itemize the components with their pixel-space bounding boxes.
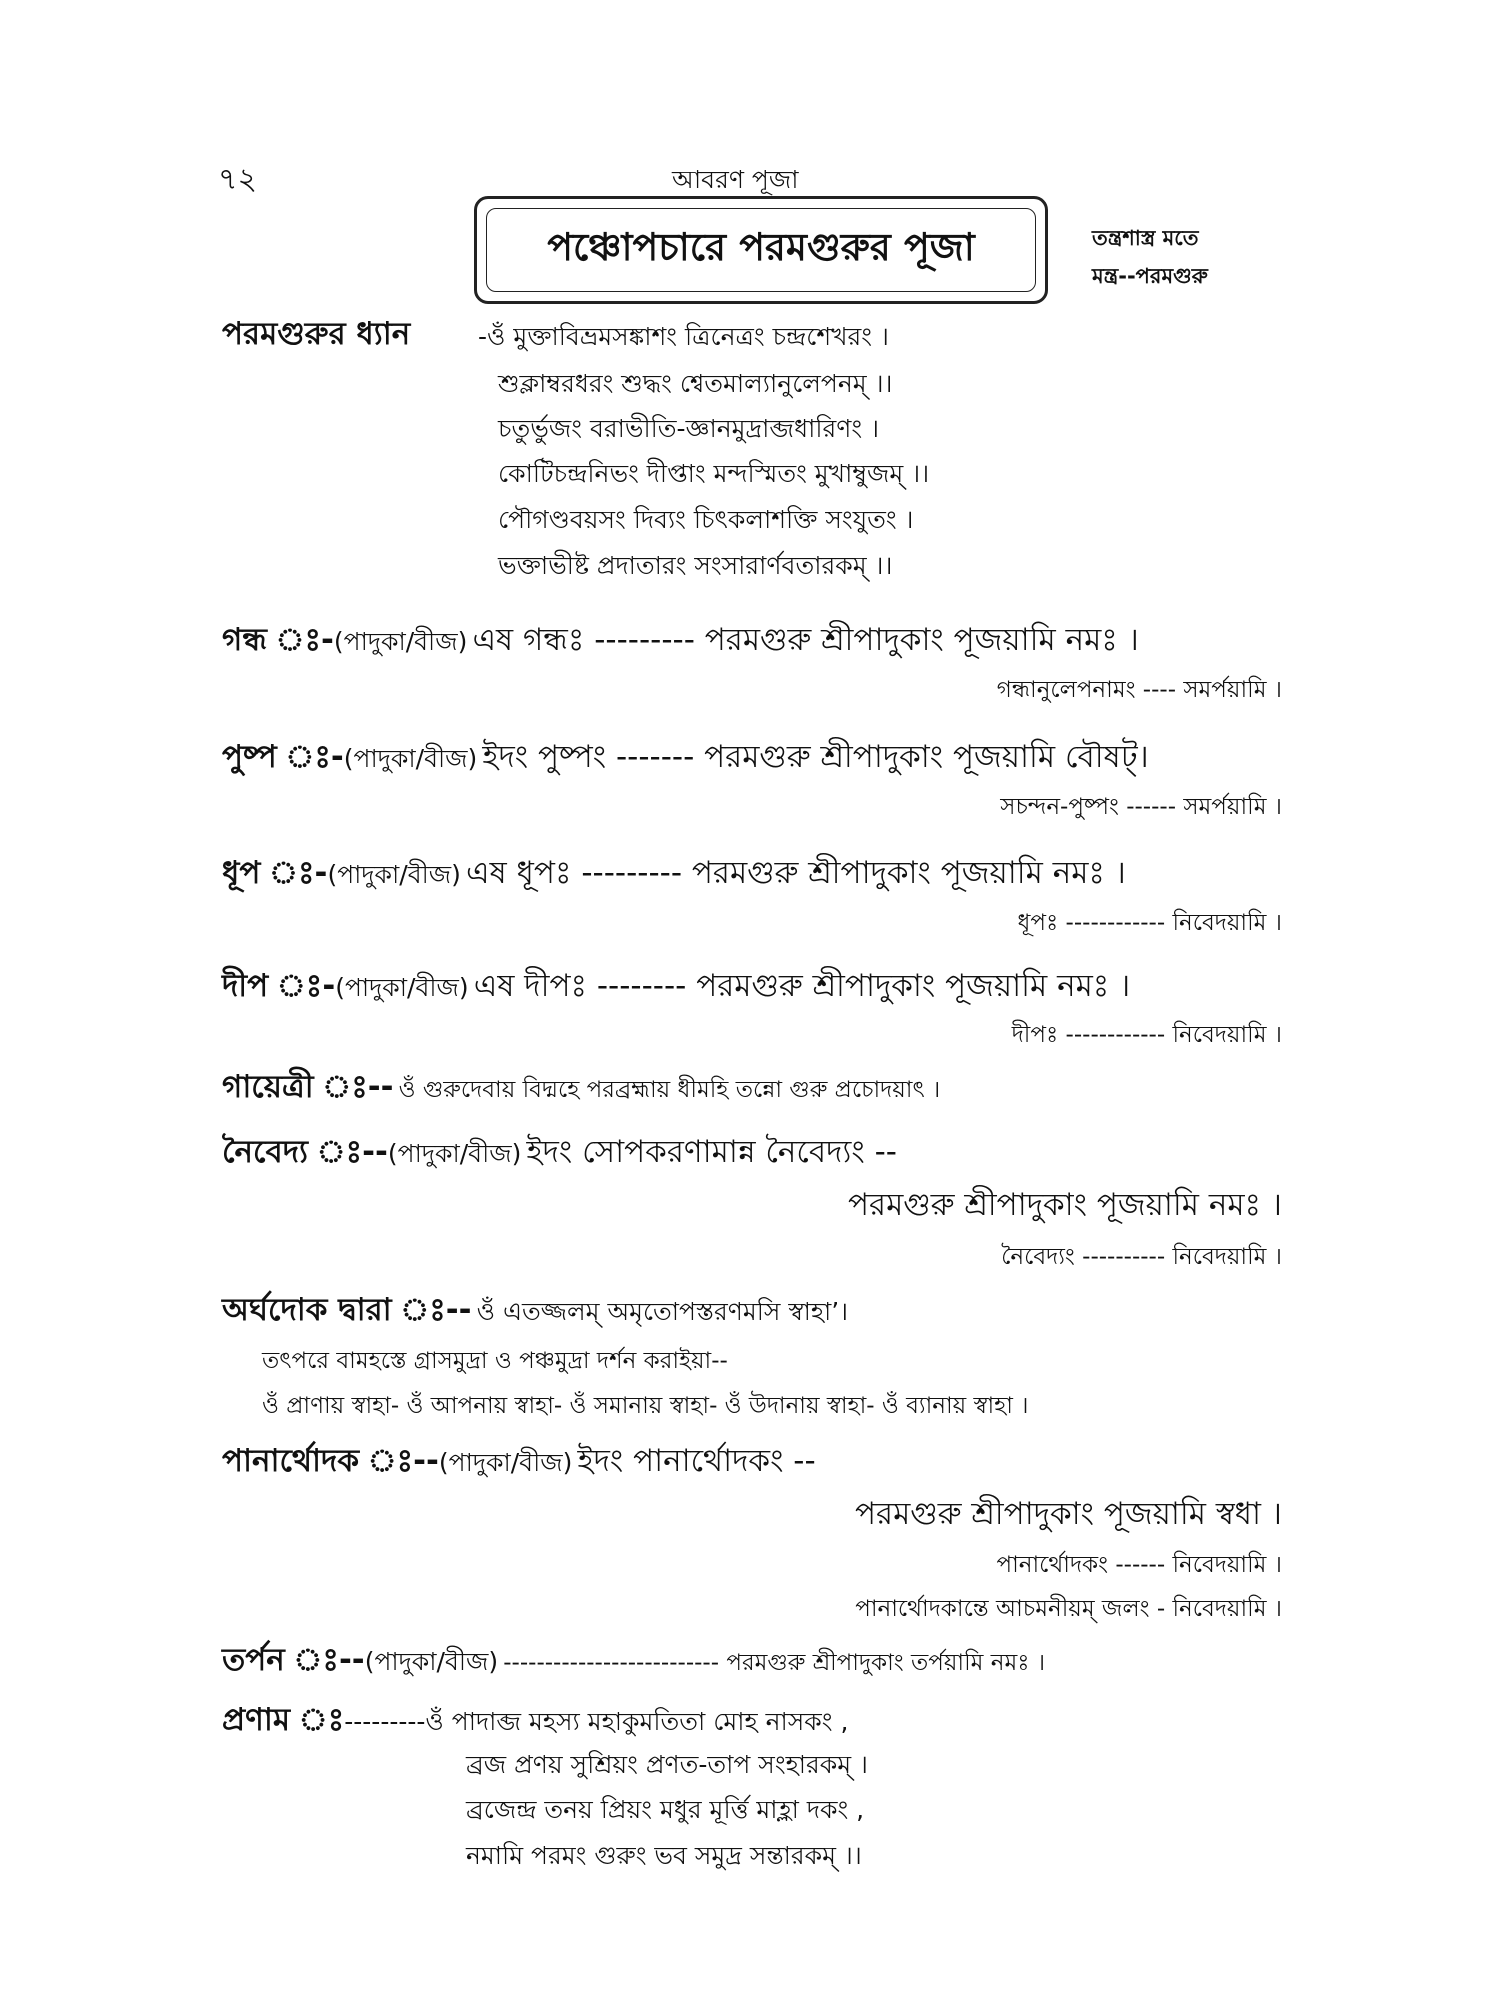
page-title: পঞ্চোপচারে পরমগুরুর পূজা: [486, 208, 1036, 292]
panarthodak-line2: পরমগুরু শ্রীপাদুকাং পূজয়ামি স্বধা ।: [854, 1496, 1282, 1532]
panarthodak-sub2: পানার্থোদকান্তে আচমনীয়ম্ জলং - নিবেদয়ামি ।: [855, 1596, 1282, 1622]
pranam-line: ---------ওঁ পাদাব্জ মহস্য মহাকুমতিতা মোহ নাসকং ,: [344, 1707, 849, 1736]
page-number: ৭২: [218, 162, 258, 197]
tarpan-paren: (পাদুকা/বীজ): [364, 1647, 499, 1676]
dhyan-line: ভক্তাভীষ্ট প্রদাতারং সংসারার্ণবতারকম্ ।।: [498, 551, 893, 580]
gandha-text: এষ গন্ধঃ --------- পরমগুরু শ্রীপাদুকাং পূজয়ামি নমঃ ।: [472, 622, 1139, 658]
mudra-line1: তৎপরে বামহস্তে গ্রাসমুদ্রা ও পঞ্চমুদ্রা দর্শন করাইয়া--: [262, 1348, 728, 1374]
gandha-sub: গন্ধানুলেপনামং ---- সমর্পয়ামি ।: [996, 677, 1282, 703]
pushpa-sub: সচন্দন-পুষ্পং ------ সমর্পয়ামি ।: [1000, 794, 1282, 820]
naivedya-sub: নৈবেদ্যং ---------- নিবেদয়ামি ।: [1001, 1244, 1282, 1270]
dhyan-line: পৌগণ্ডবয়সং দিব্যং চিৎকলাশক্তি সংযুতং ।: [498, 505, 914, 534]
gayatri-label: গায়েত্রী ঃ--: [222, 1069, 394, 1105]
dhyan-line: -ওঁ মুক্তাবিভ্রমসঙ্কাশং ত্রিনেত্রং চন্দ্রশেখরং ।: [478, 322, 889, 351]
arghya-row: [222, 1286, 848, 1338]
dhyan-label: পরমগুরুর ধ্যান: [222, 316, 411, 352]
pranam-label: প্রণাম ঃ: [222, 1702, 345, 1738]
tarpan-text: -------------------------- পরমগুরু শ্রীপাদুকাং তর্পয়ামি নমঃ ।: [503, 1650, 1046, 1676]
title-box: [474, 196, 1048, 304]
arghya-label: অর্ঘদোক দ্বারা ঃ--: [222, 1292, 472, 1328]
side-note-line1: তন্ত্রশাস্ত্র মতে: [1092, 226, 1199, 250]
tarpan-row: [222, 1636, 1045, 1688]
panarthodak-sub1: পানার্থোদকং ------ নিবেদয়ামি ।: [996, 1552, 1282, 1578]
dhupa-sub: ধূপঃ ------------ নিবেদয়ামি ।: [1017, 910, 1282, 936]
gandha-row: [222, 616, 1139, 668]
pranam-line: ব্রজ প্রণয় সুশ্রিয়ং প্রণত-তাপ সংহারকম্ ।: [466, 1750, 868, 1779]
panarthodak-text: ইদং পানার্থোদকং --: [577, 1443, 816, 1479]
pushpa-label: পুষ্প ঃ-: [222, 739, 344, 775]
dipa-label: দীপ ঃ-: [222, 968, 336, 1004]
dipa-text: এষ দীপঃ -------- পরমগুরু শ্রীপাদুকাং পূজয়ামি নমঃ ।: [473, 968, 1131, 1004]
dhupa-paren: (পাদুকা/বীজ): [327, 860, 461, 889]
dhyan-line: কোটিচন্দ্রনিভং দীপ্তাং মন্দস্মিতং মুখাম্বুজম্ ।।: [498, 459, 930, 488]
gandha-paren: (পাদুকা/বীজ): [333, 627, 468, 656]
dhyan-line: চতুর্ভুজং বরাভীতি-জ্ঞানমুদ্রাব্জধারিণং ।: [498, 414, 880, 443]
running-title: আবরণ পূজা: [672, 165, 799, 194]
panarthodak-row: [222, 1437, 816, 1489]
arghya-text: ওঁ এতজ্জলম্ অমৃতোপস্তরণমসি স্বাহা’।: [476, 1297, 849, 1326]
dipa-sub: দীপঃ ------------ নিবেদয়ামি ।: [1011, 1022, 1282, 1048]
pranam-line: নমামি পরমং গুরুং ভব সমুদ্র সন্তারকম্ ।।: [466, 1841, 862, 1870]
naivedya-paren: (পাদুকা/বীজ): [387, 1139, 522, 1168]
tarpan-label: তর্পন ঃ--: [222, 1642, 365, 1678]
naivedya-text: ইদং সোপকরণামান্ন নৈবেদ্যং --: [526, 1134, 897, 1170]
panarthodak-paren: (পাদুকা/বীজ): [438, 1448, 573, 1477]
mudra-line2: ওঁ প্রাণায় স্বাহা- ওঁ আপনায় স্বাহা- ওঁ সমানায় স্বাহা- ওঁ উদানায় স্বাহা- ওঁ ব্যানায় স্বাহা ।: [262, 1393, 1029, 1419]
dhupa-label: ধূপ ঃ-: [222, 855, 328, 891]
dhupa-row: [222, 849, 1126, 901]
pushpa-paren: (পাদুকা/বীজ): [343, 744, 478, 773]
gayatri-text: ওঁ গুরুদেবায় বিদ্মহে পরব্রহ্মায় ধীমহি তন্নো গুরু প্রচোদয়াৎ ।: [398, 1077, 941, 1103]
pushpa-text: ইদং পুষ্পং ------- পরমগুরু শ্রীপাদুকাং পূজয়ামি বৌষট্।: [482, 739, 1149, 775]
dhupa-text: এষ ধূপঃ --------- পরমগুরু শ্রীপাদুকাং পূজয়ামি নমঃ ।: [466, 855, 1126, 891]
gandha-label: গন্ধ ঃ-: [222, 622, 334, 658]
dipa-paren: (পাদুকা/বীজ): [335, 973, 469, 1002]
pranam-line: ব্রজেন্দ্র তনয় প্রিয়ং মধুর মূর্ত্তি মাহ্লা দকং ,: [466, 1795, 865, 1824]
pushpa-row: [222, 733, 1149, 785]
gayatri-row: [222, 1063, 940, 1115]
panarthodak-label: পানার্থোদক ঃ--: [222, 1443, 439, 1479]
pranam-row: [222, 1696, 848, 1748]
naivedya-line2: পরমগুরু শ্রীপাদুকাং পূজয়ামি নমঃ ।: [847, 1187, 1282, 1223]
dhyan-line: শুক্লাম্বরধরং শুদ্ধং শ্বেতমাল্যানুলেপনম্ ।।: [498, 369, 893, 398]
naivedya-label: নৈবেদ্য ঃ--: [222, 1134, 388, 1170]
dipa-row: [222, 962, 1130, 1014]
side-note-line2: মন্ত্র--পরমগুরু: [1092, 264, 1208, 288]
naivedya-row: [222, 1128, 897, 1180]
